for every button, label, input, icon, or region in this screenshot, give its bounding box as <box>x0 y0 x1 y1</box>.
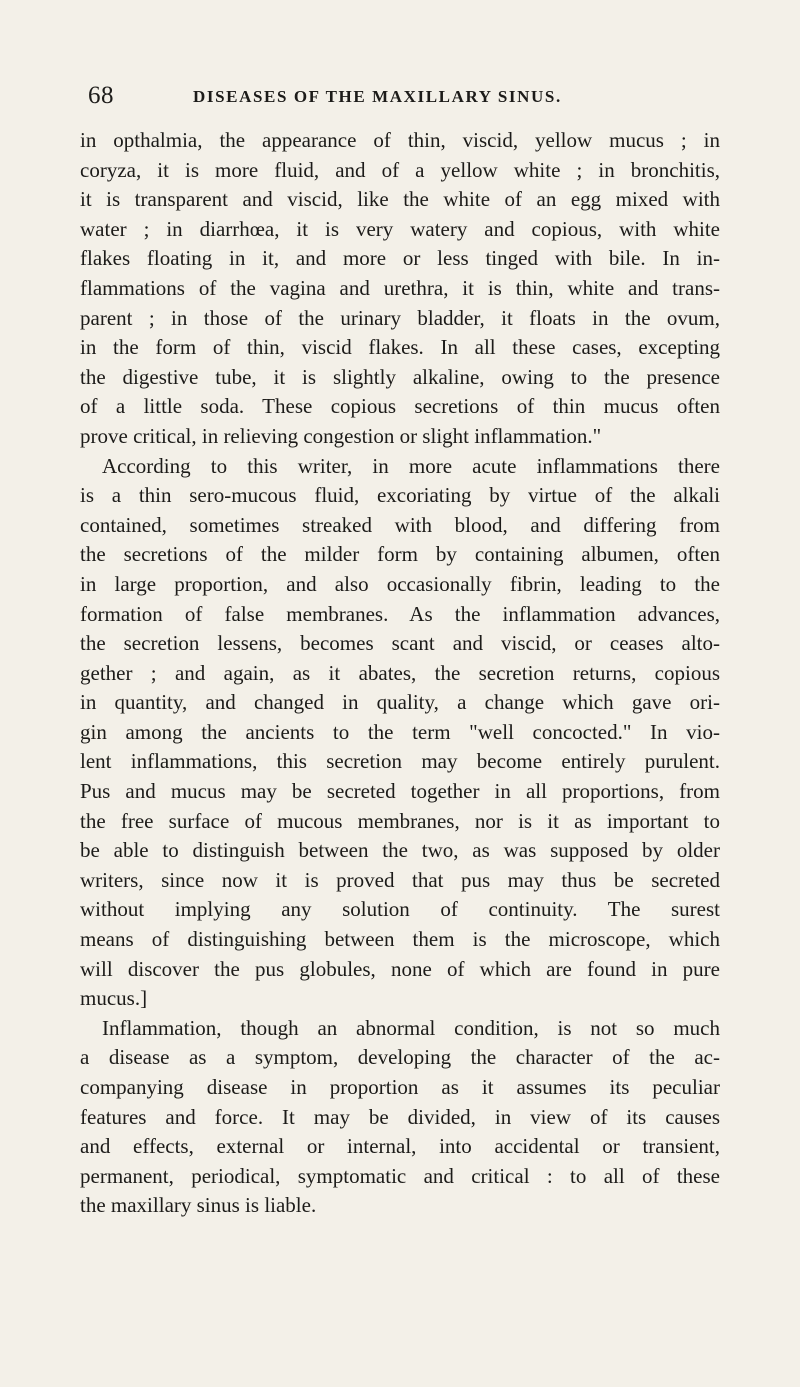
text-line: the secretion lessens, becomes scant and viscid, or ceases alto- <box>80 631 720 656</box>
text-line: it is transparent and viscid, like the white of an egg mixed with <box>80 187 720 212</box>
text-line: gin among the ancients to the term "well concocted." In vio- <box>80 719 720 744</box>
page-number: 68 <box>88 82 114 109</box>
text-line: gether ; and again, as it abates, the secretion returns, copious <box>80 660 720 685</box>
text-line: flammations of the vagina and urethra, it is thin, white and trans- <box>80 275 720 300</box>
text-line: formation of false membranes. As the inflammation advances, <box>80 601 720 626</box>
text-line: a disease as a symptom, developing the character of the ac- <box>80 1045 720 1070</box>
running-title: DISEASES OF THE MAXILLARY SINUS. <box>193 87 562 106</box>
text-line: features and force. It may be divided, in view of its causes <box>80 1104 720 1129</box>
text-line: in the form of thin, viscid flakes. In all these cases, excepting <box>80 335 720 360</box>
text-line: in large proportion, and also occasionally fibrin, leading to the <box>80 571 720 596</box>
running-head <box>88 82 728 112</box>
text-line: Inflammation, though an abnormal condition, is not so much <box>102 1015 720 1040</box>
text-line: the secretions of the milder form by containing albumen, often <box>80 542 720 567</box>
text-line: and effects, external or internal, into accidental or transient, <box>80 1134 720 1159</box>
text-line: Pus and mucus may be secreted together in all proportions, from <box>80 779 720 804</box>
text-line: coryza, it is more fluid, and of a yellow white ; in bronchitis, <box>80 157 720 182</box>
text-line: is a thin sero-mucous fluid, excoriating by virtue of the alkali <box>80 483 720 508</box>
text-line: in opthalmia, the appearance of thin, viscid, yellow mucus ; in <box>80 128 720 152</box>
text-line: writers, since now it is proved that pus may thus be secreted <box>80 867 720 892</box>
text-line: without implying any solution of continuity. The surest <box>80 897 720 922</box>
text-line: the free surface of mucous membranes, nor is it as important to <box>80 808 720 833</box>
text-line: be able to distinguish between the two, as was supposed by older <box>80 838 720 863</box>
text-line: the maxillary sinus is liable. <box>80 1193 317 1218</box>
text-line: will discover the pus globules, none of which are found in pure <box>80 956 720 981</box>
text-line: in quantity, and changed in quality, a change which gave ori- <box>80 690 720 715</box>
text-line: contained, sometimes streaked with blood, and differing from <box>80 512 720 537</box>
text-line: means of distinguishing between them is the microscope, which <box>80 927 720 952</box>
body-text <box>80 126 720 1221</box>
text-line: of a little soda. These copious secretions of thin mucus often <box>80 394 720 419</box>
text-line: companying disease in proportion as it assumes its peculiar <box>80 1075 720 1099</box>
text-line: lent inflammations, this secretion may become entirely purulent. <box>80 749 720 774</box>
text-line: parent ; in those of the urinary bladder, it floats in the ovum, <box>80 305 720 330</box>
text-line: mucus.] <box>80 986 148 1011</box>
text-line: the digestive tube, it is slightly alkaline, owing to the presence <box>80 364 720 389</box>
text-line: flakes floating in it, and more or less tinged with bile. In in- <box>80 246 720 271</box>
text-line: permanent, periodical, symptomatic and critical : to all of these <box>80 1163 720 1188</box>
text-line: water ; in diarrhœa, it is very watery and copious, with white <box>80 216 720 241</box>
text-line: prove critical, in relieving congestion or slight inflammation." <box>80 423 602 448</box>
text-line: According to this writer, in more acute inflammations there <box>102 453 720 478</box>
